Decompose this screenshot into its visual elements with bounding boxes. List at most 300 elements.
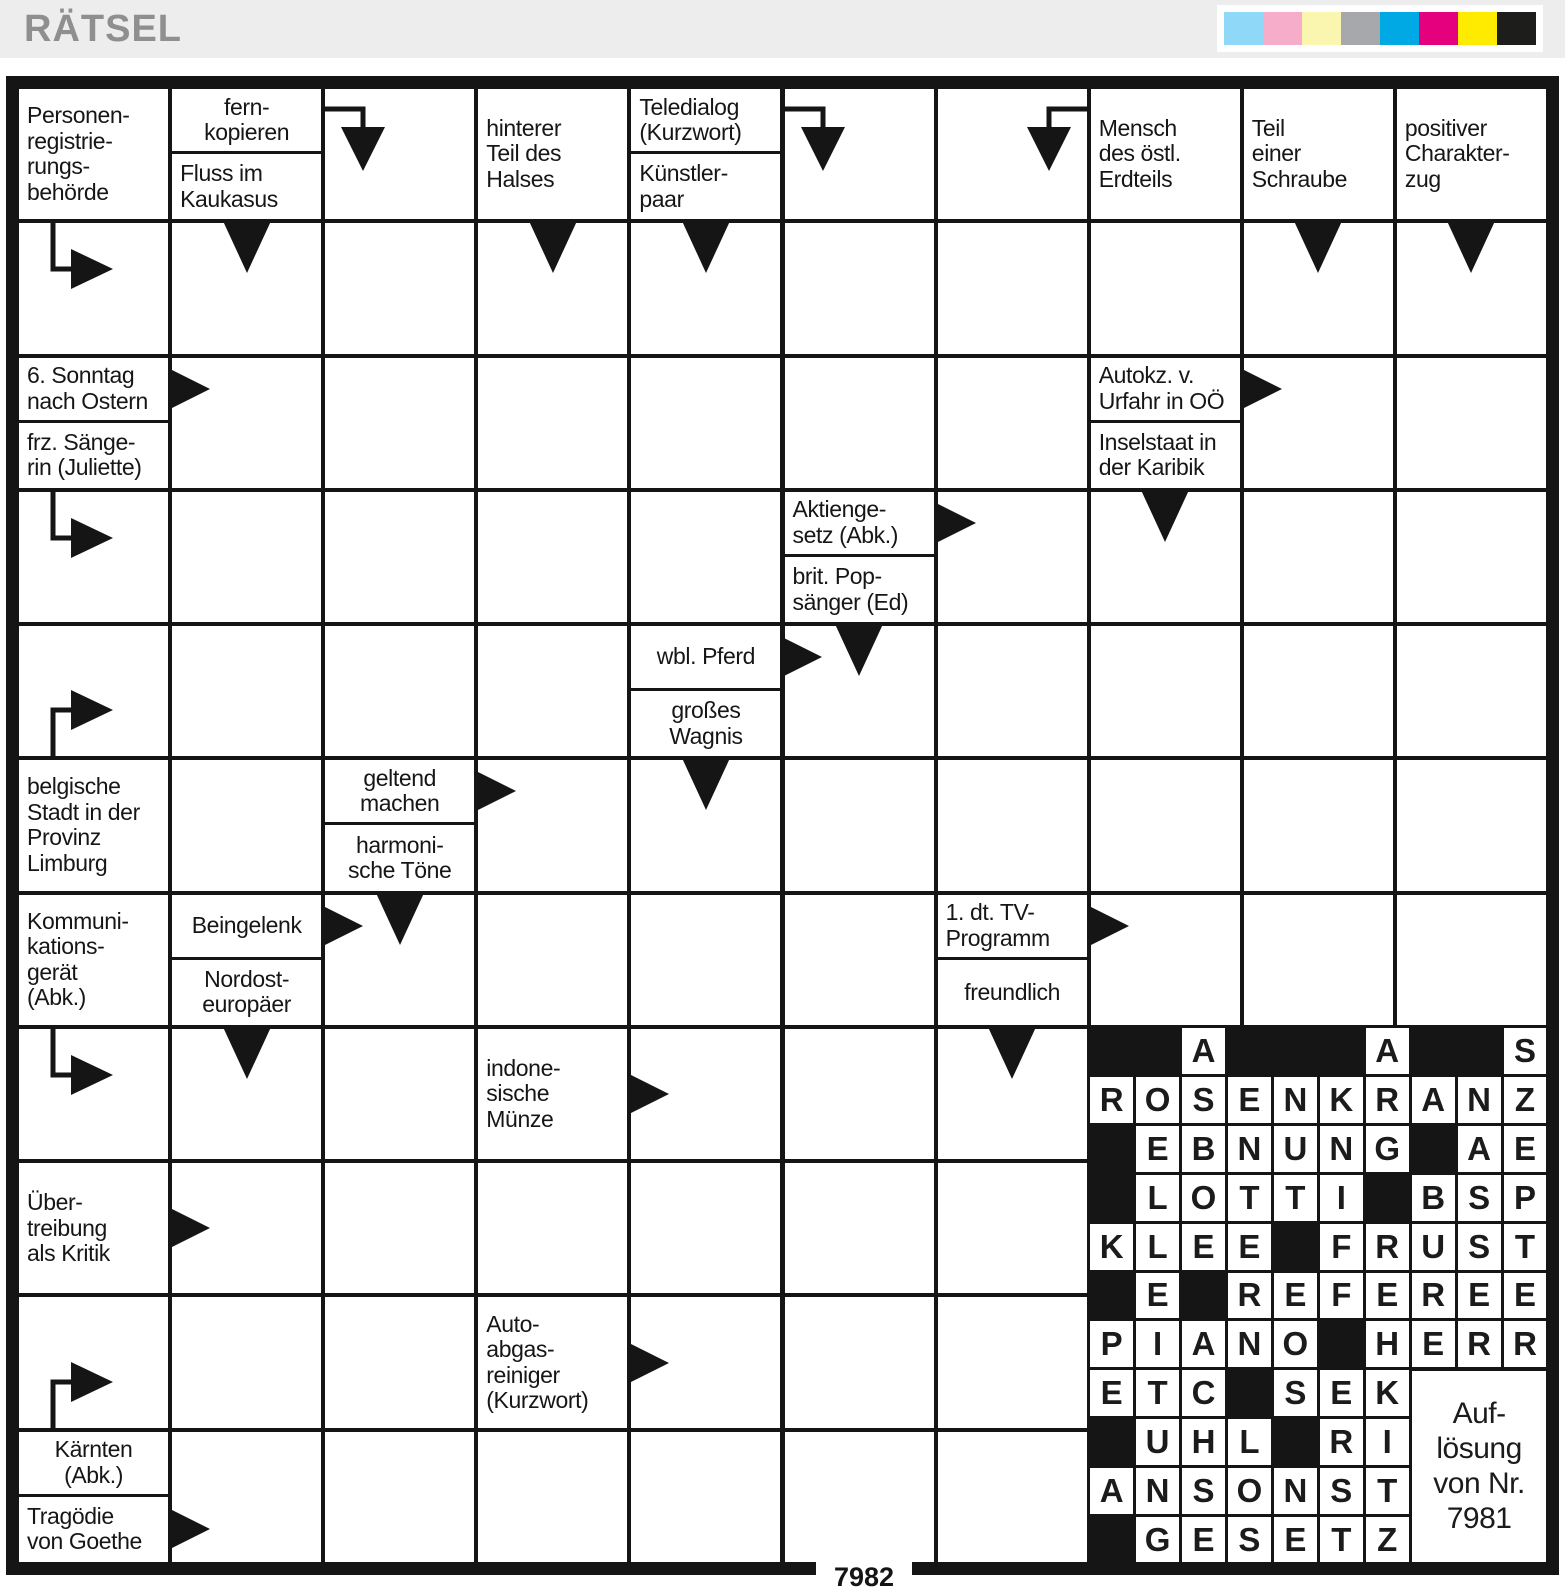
hook-arrow-bottom-right-icon <box>27 656 127 756</box>
solution-letter-cell: R <box>1090 1077 1133 1123</box>
clue-text-line: rungs- <box>27 153 90 180</box>
solution-letter-cell: Z <box>1366 1517 1409 1563</box>
clue-text-line: Provinz <box>27 824 101 851</box>
answer-cell[interactable] <box>1089 490 1242 624</box>
solution-letter-cell: N <box>1274 1077 1317 1123</box>
solution-label-line: Auf- <box>1452 1397 1506 1431</box>
clue-text-line: frz. Sänge- <box>27 428 136 455</box>
answer-cell[interactable] <box>323 356 476 490</box>
answer-cell[interactable] <box>17 893 170 1027</box>
solution-letter-cell: R <box>1458 1321 1501 1367</box>
clue-text-line: reiniger <box>486 1361 560 1388</box>
answer-cell[interactable] <box>17 490 170 624</box>
solution-letter-cell: R <box>1412 1273 1455 1319</box>
answer-cell[interactable] <box>170 490 323 624</box>
clue-text-line: brit. Pop- <box>792 563 882 589</box>
answer-cell[interactable] <box>783 490 936 624</box>
clue-box <box>172 895 321 960</box>
clue-box <box>478 89 627 219</box>
solution-letter-cell: R <box>1366 1077 1409 1123</box>
clue-text-line: Auto- <box>486 1310 540 1337</box>
clue-box <box>631 626 780 691</box>
answer-cell[interactable] <box>629 87 782 221</box>
clue-box <box>938 895 1087 960</box>
solution-letter-cell: E <box>1182 1517 1225 1563</box>
answer-cell[interactable] <box>936 624 1089 758</box>
answer-cell[interactable] <box>783 1027 936 1161</box>
arrow-down-icon <box>682 221 730 273</box>
clue-box <box>1397 89 1546 219</box>
answer-cell[interactable] <box>1242 624 1395 758</box>
answer-cell[interactable] <box>1395 490 1548 624</box>
answer-cell[interactable] <box>783 1161 936 1295</box>
answer-cell[interactable] <box>17 1295 170 1429</box>
clue-text-line: Über- <box>27 1189 83 1216</box>
answer-cell[interactable] <box>1395 221 1548 355</box>
clue-text-line: Münze <box>486 1105 554 1132</box>
clue-text-line: der Karibik <box>1098 454 1205 481</box>
solution-letter-cell: A <box>1412 1077 1455 1123</box>
clue-box <box>172 89 321 154</box>
clue-text-line: Kommuni- <box>27 907 129 934</box>
solution-letter-cell: B <box>1412 1175 1455 1221</box>
solution-letter-cell: S <box>1320 1468 1363 1514</box>
solution-letter-cell: L <box>1136 1175 1179 1221</box>
answer-cell[interactable] <box>476 1027 629 1161</box>
clue-text-line: Mensch <box>1098 114 1177 141</box>
solution-letter-cell: S <box>1274 1370 1317 1416</box>
clue-box <box>19 423 168 488</box>
answer-cell[interactable] <box>936 1295 1089 1429</box>
clue-text-line: 6. Sonntag <box>27 362 135 389</box>
clue-text-line: Halses <box>486 165 555 192</box>
solution-letter-cell: O <box>1274 1321 1317 1367</box>
solution-letter-cell: I <box>1136 1321 1179 1367</box>
answer-cell[interactable] <box>170 1027 323 1161</box>
solution-label-line: 7981 <box>1446 1502 1512 1536</box>
answer-cell[interactable] <box>17 624 170 758</box>
clue-box <box>478 1297 627 1427</box>
clue-text-line: freundlich <box>964 978 1060 1005</box>
answer-cell[interactable] <box>783 893 936 1027</box>
answer-cell[interactable] <box>936 758 1089 892</box>
arrow-down-icon <box>223 221 271 273</box>
arrow-down-icon <box>1447 221 1495 273</box>
clue-text-line: (Abk.) <box>64 1461 124 1488</box>
solution-letter-cell: E <box>1136 1126 1179 1172</box>
crossword-grid <box>6 76 1559 1575</box>
solution-letter-cell: I <box>1366 1419 1409 1465</box>
hook-arrow-left-down-icon <box>785 93 885 193</box>
clue-text-line: einer <box>1251 140 1301 167</box>
clue-text-line: kopieren <box>204 119 290 146</box>
solution-letter-cell: L <box>1228 1419 1271 1465</box>
clue-text-line: Urfahr in OÖ <box>1098 387 1225 414</box>
clue-text-line: geltend <box>363 764 437 791</box>
answer-cell[interactable] <box>476 490 629 624</box>
arrow-right-icon <box>1240 368 1282 410</box>
answer-cell[interactable] <box>476 87 629 221</box>
answer-cell[interactable] <box>17 1430 170 1564</box>
solution-letter-cell: R <box>1228 1273 1271 1319</box>
clue-box <box>19 89 168 219</box>
answer-cell[interactable] <box>629 490 782 624</box>
arrow-down-icon <box>988 1027 1036 1079</box>
puzzle-number: 7982 <box>816 1562 912 1588</box>
answer-cell[interactable] <box>476 356 629 490</box>
arrow-right-icon <box>474 770 516 812</box>
solution-letter-cell: T <box>1274 1175 1317 1221</box>
solution-letter-cell: R <box>1366 1224 1409 1270</box>
color-swatch <box>1419 12 1458 45</box>
solution-letter-cell: O <box>1228 1468 1271 1514</box>
answer-cell[interactable] <box>170 221 323 355</box>
clue-text-line: Nordost- <box>204 965 290 992</box>
clue-text-line: machen <box>360 790 440 817</box>
answer-cell[interactable] <box>1089 87 1242 221</box>
clue-text-line: abgas- <box>486 1336 555 1363</box>
answer-cell[interactable] <box>783 1430 936 1564</box>
clue-text-line: sische <box>486 1080 550 1107</box>
answer-cell[interactable] <box>936 1161 1089 1295</box>
answer-cell[interactable] <box>323 1430 476 1564</box>
clue-text-line: setz (Abk.) <box>792 521 899 548</box>
solution-letter-cell: A <box>1182 1321 1225 1367</box>
answer-cell[interactable] <box>323 490 476 624</box>
clue-box <box>19 760 168 890</box>
clue-text-line: Wagnis <box>669 722 743 749</box>
clue-text-line: Beingelenk <box>191 911 302 938</box>
hook-arrow-left-down-icon <box>325 93 425 193</box>
solution-letter-cell: K <box>1320 1077 1363 1123</box>
answer-cell[interactable] <box>936 893 1089 1027</box>
clue-text-line: Kaukasus <box>180 185 278 212</box>
answer-cell[interactable] <box>629 356 782 490</box>
clue-box <box>1091 358 1240 423</box>
answer-cell[interactable] <box>1242 758 1395 892</box>
hook-arrow-right-down-icon <box>987 93 1087 193</box>
clue-text-line: großes <box>671 697 741 724</box>
arrow-right-icon <box>321 905 363 947</box>
answer-cell[interactable] <box>476 624 629 758</box>
clue-box <box>1091 89 1240 219</box>
answer-cell[interactable] <box>629 1161 782 1295</box>
answer-cell[interactable] <box>476 1295 629 1429</box>
color-swatch <box>1341 12 1380 45</box>
clue-box <box>1091 423 1240 488</box>
clue-text-line: sänger (Ed) <box>792 588 909 615</box>
answer-cell[interactable] <box>936 356 1089 490</box>
clue-text-line: indone- <box>486 1054 561 1081</box>
clue-text-line: des östl. <box>1098 140 1181 167</box>
solution-letter-cell: A <box>1090 1468 1133 1514</box>
solution-letter-cell: A <box>1182 1028 1225 1074</box>
clue-box <box>19 1432 168 1497</box>
clue-text-line: Teil <box>1251 114 1285 141</box>
clue-box <box>19 1163 168 1293</box>
arrow-down-icon <box>835 624 883 676</box>
solution-letter-cell: E <box>1274 1273 1317 1319</box>
solution-label <box>1412 1371 1546 1562</box>
answer-cell[interactable] <box>17 1161 170 1295</box>
page-title: RÄTSEL <box>24 8 182 50</box>
clue-text-line: fern- <box>223 93 270 120</box>
clue-box <box>1244 89 1393 219</box>
answer-cell[interactable] <box>936 87 1089 221</box>
solution-letter-cell: E <box>1182 1224 1225 1270</box>
arrow-down-icon <box>1141 490 1189 542</box>
clue-box <box>172 960 321 1025</box>
clue-text-line: paar <box>639 185 684 212</box>
clue-text-line: als Kritik <box>27 1240 110 1267</box>
solution-letter-cell: O <box>1136 1077 1179 1123</box>
clue-box <box>478 1029 627 1159</box>
answer-cell[interactable] <box>1395 87 1548 221</box>
solution-letter-cell: N <box>1320 1126 1363 1172</box>
solution-letter-cell: T <box>1228 1175 1271 1221</box>
solution-letter-cell: B <box>1182 1126 1225 1172</box>
clue-box <box>631 154 780 219</box>
clue-text-line: Personen- <box>27 102 130 129</box>
hook-arrow-top-right-icon <box>27 223 127 323</box>
clue-text-line: Tragödie <box>27 1502 114 1529</box>
header-bar <box>0 0 1565 58</box>
answer-cell[interactable] <box>170 893 323 1027</box>
solution-letter-cell: S <box>1228 1517 1271 1563</box>
clue-text-line: Schraube <box>1251 165 1348 192</box>
answer-cell[interactable] <box>323 1161 476 1295</box>
answer-cell[interactable] <box>1395 624 1548 758</box>
clue-text-line: hinterer <box>486 114 562 141</box>
arrow-right-icon <box>627 1342 669 1384</box>
solution-letter-cell: C <box>1182 1370 1225 1416</box>
answer-cell[interactable] <box>629 893 782 1027</box>
clue-text-line: sche Töne <box>348 857 452 884</box>
clue-text-line: zug <box>1404 165 1441 192</box>
clue-text-line: Stadt in der <box>27 798 140 825</box>
answer-cell[interactable] <box>783 221 936 355</box>
clue-text-line: Aktienge- <box>792 496 887 523</box>
answer-cell[interactable] <box>17 356 170 490</box>
answer-cell[interactable] <box>170 1295 323 1429</box>
arrow-right-icon <box>168 1508 210 1550</box>
print-color-bar <box>1217 5 1543 52</box>
answer-cell[interactable] <box>783 1295 936 1429</box>
answer-cell[interactable] <box>1395 356 1548 490</box>
clue-text-line: gerät <box>27 958 78 985</box>
solution-letter-cell: Z <box>1504 1077 1547 1123</box>
clue-text-line: (Kurzwort) <box>486 1387 589 1414</box>
color-swatch <box>1497 12 1536 45</box>
answer-cell[interactable] <box>476 1430 629 1564</box>
answer-cell[interactable] <box>936 1027 1089 1161</box>
answer-cell[interactable] <box>17 87 170 221</box>
clue-box <box>631 691 780 756</box>
solution-letter-cell: N <box>1228 1126 1271 1172</box>
clue-text-line: von Goethe <box>27 1528 142 1555</box>
solution-letter-cell: F <box>1320 1224 1363 1270</box>
clue-box <box>19 1497 168 1562</box>
answer-cell[interactable] <box>936 1430 1089 1564</box>
answer-cell[interactable] <box>1089 624 1242 758</box>
clue-box <box>19 895 168 1025</box>
clue-text-line: treibung <box>27 1214 107 1241</box>
clue-box <box>938 960 1087 1025</box>
answer-cell[interactable] <box>629 624 782 758</box>
answer-cell[interactable] <box>1242 490 1395 624</box>
clue-text-line: belgische <box>27 773 121 800</box>
clue-box <box>325 760 474 825</box>
answer-cell[interactable] <box>1395 758 1548 892</box>
solution-letter-cell: L <box>1136 1224 1179 1270</box>
answer-cell[interactable] <box>17 1027 170 1161</box>
solution-letter-cell: S <box>1458 1224 1501 1270</box>
answer-cell[interactable] <box>1395 893 1548 1027</box>
solution-letter-cell: R <box>1320 1419 1363 1465</box>
color-swatch <box>1224 12 1263 45</box>
clue-box <box>172 154 321 219</box>
solution-grid <box>1089 1027 1548 1564</box>
color-swatch <box>1380 12 1419 45</box>
answer-cell[interactable] <box>1242 87 1395 221</box>
arrow-down-icon <box>682 758 730 810</box>
clue-text-line: Teil des <box>486 140 562 167</box>
clue-text-line: europäer <box>202 991 292 1018</box>
answer-cell[interactable] <box>323 221 476 355</box>
solution-letter-cell: E <box>1366 1273 1409 1319</box>
answer-cell[interactable] <box>323 87 476 221</box>
arrow-right-icon <box>168 368 210 410</box>
solution-label-line: von Nr. <box>1433 1467 1525 1501</box>
clue-text-line: Künstler- <box>639 160 728 187</box>
solution-letter-cell: A <box>1458 1126 1501 1172</box>
color-swatch <box>1458 12 1497 45</box>
arrow-down-icon <box>376 893 424 945</box>
clue-text-line: Charakter- <box>1404 140 1510 167</box>
solution-letter-cell: U <box>1412 1224 1455 1270</box>
answer-cell[interactable] <box>476 1161 629 1295</box>
arrow-right-icon <box>780 636 822 678</box>
clue-box <box>19 358 168 423</box>
solution-letter-cell: E <box>1412 1321 1455 1367</box>
answer-cell[interactable] <box>629 1430 782 1564</box>
clue-text-line: 1. dt. TV- <box>945 899 1035 926</box>
clue-text-line: (Abk.) <box>27 984 86 1011</box>
answer-cell[interactable] <box>936 221 1089 355</box>
solution-letter-cell: S <box>1504 1028 1547 1074</box>
clue-text-line: wbl. Pferd <box>656 643 756 670</box>
clue-text-line: rin (Juliette) <box>27 454 142 481</box>
clue-text-line: Programm <box>945 924 1050 951</box>
arrow-down-icon <box>529 221 577 273</box>
answer-cell[interactable] <box>170 758 323 892</box>
solution-letter-cell: G <box>1366 1126 1409 1172</box>
solution-letter-cell: N <box>1274 1468 1317 1514</box>
arrow-down-icon <box>223 1027 271 1079</box>
arrow-right-icon <box>168 1207 210 1249</box>
clue-text-line: Limburg <box>27 849 108 876</box>
answer-cell[interactable] <box>783 758 936 892</box>
answer-cell[interactable] <box>1089 221 1242 355</box>
clue-text-line: Fluss im <box>180 160 263 187</box>
answer-cell[interactable] <box>17 221 170 355</box>
color-swatch <box>1263 12 1302 45</box>
solution-letter-cell: F <box>1320 1273 1363 1319</box>
solution-letter-cell: T <box>1136 1370 1179 1416</box>
clue-text-line: harmoni- <box>355 831 444 858</box>
solution-letter-cell: K <box>1366 1370 1409 1416</box>
clue-box <box>785 557 934 622</box>
solution-letter-cell: A <box>1366 1028 1409 1074</box>
solution-letter-cell: E <box>1136 1273 1179 1319</box>
clue-text-line: registrie- <box>27 127 113 154</box>
clue-text-line: Inselstaat in <box>1098 428 1217 455</box>
hook-arrow-top-right-icon <box>27 492 127 592</box>
solution-letter-cell: G <box>1136 1517 1179 1563</box>
clue-text-line: Kärnten <box>54 1436 133 1463</box>
solution-letter-cell: N <box>1136 1468 1179 1514</box>
arrow-right-icon <box>1087 905 1129 947</box>
answer-cell[interactable] <box>1089 758 1242 892</box>
solution-letter-cell: E <box>1504 1273 1547 1319</box>
answer-cell[interactable] <box>323 758 476 892</box>
solution-letter-cell: E <box>1320 1370 1363 1416</box>
solution-letter-cell: K <box>1090 1224 1133 1270</box>
solution-letter-cell: N <box>1228 1321 1271 1367</box>
hook-arrow-bottom-right-icon <box>27 1328 127 1428</box>
solution-letter-cell: U <box>1274 1126 1317 1172</box>
solution-letter-cell: T <box>1366 1468 1409 1514</box>
answer-cell[interactable] <box>783 356 936 490</box>
arrow-right-icon <box>934 502 976 544</box>
clue-text-line: positiver <box>1404 114 1487 141</box>
solution-letter-cell: E <box>1228 1224 1271 1270</box>
answer-cell[interactable] <box>323 1027 476 1161</box>
solution-letter-cell: E <box>1090 1370 1133 1416</box>
solution-letter-cell: E <box>1504 1126 1547 1172</box>
answer-cell[interactable] <box>1242 893 1395 1027</box>
solution-letter-cell: E <box>1228 1077 1271 1123</box>
answer-cell[interactable] <box>629 758 782 892</box>
answer-cell[interactable] <box>1089 356 1242 490</box>
solution-letter-cell: E <box>1458 1273 1501 1319</box>
arrow-right-icon <box>627 1073 669 1115</box>
answer-cell[interactable] <box>476 893 629 1027</box>
clue-text-line: Teledialog <box>639 93 739 120</box>
solution-letter-cell: P <box>1090 1321 1133 1367</box>
answer-cell[interactable] <box>323 1295 476 1429</box>
answer-cell[interactable] <box>323 624 476 758</box>
solution-letter-cell: H <box>1182 1419 1225 1465</box>
hook-arrow-top-right-icon <box>27 1029 127 1129</box>
answer-cell[interactable] <box>783 87 936 221</box>
answer-cell[interactable] <box>170 87 323 221</box>
clue-text-line: (Kurzwort) <box>639 119 742 146</box>
solution-letter-cell: S <box>1458 1175 1501 1221</box>
clue-text-line: Autokz. v. <box>1098 362 1194 389</box>
clue-box <box>785 492 934 557</box>
answer-cell[interactable] <box>1242 221 1395 355</box>
answer-cell[interactable] <box>629 221 782 355</box>
answer-cell[interactable] <box>170 624 323 758</box>
clue-text-line: nach Ostern <box>27 387 148 414</box>
answer-cell[interactable] <box>17 758 170 892</box>
answer-cell[interactable] <box>476 221 629 355</box>
solution-letter-cell: H <box>1366 1321 1409 1367</box>
clue-text-line: behörde <box>27 178 109 205</box>
solution-label-line: lösung <box>1436 1432 1522 1466</box>
clue-text-line: Erdteils <box>1098 165 1173 192</box>
